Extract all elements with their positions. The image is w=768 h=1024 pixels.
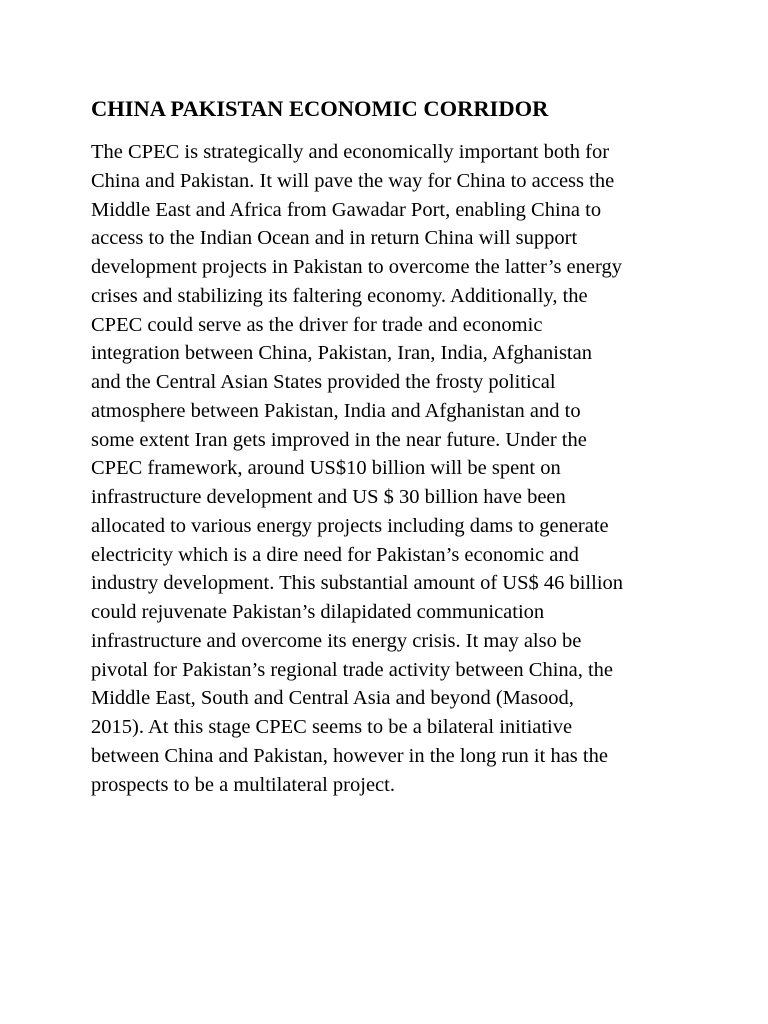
paragraph-line: allocated to various energy projects including dams to generate	[91, 514, 609, 537]
paragraph-line: The CPEC is strategically and economically important both for	[91, 141, 610, 163]
paragraph-line: infrastructure development and US $ 30 billion have been	[91, 486, 566, 508]
paragraph-line: prospects to be a multilateral project.	[91, 773, 395, 796]
paragraph-line: between China and Pakistan, however in the long run it has the	[91, 744, 608, 767]
paragraph-line: 2015). At this stage CPEC seems to be a bilateral initiative	[91, 716, 573, 738]
paragraph-line: electricity which is a dire need for Pakistan’s economic and	[91, 543, 579, 566]
paragraph-line: CPEC could serve as the driver for trade and economic	[91, 313, 543, 336]
paragraph-line: access to the Indian Ocean and in return China will support	[91, 227, 578, 250]
paragraph-line: Middle East and Africa from Gawadar Port, enabling China to	[91, 198, 602, 221]
paragraph-line: integration between China, Pakistan, Iran, India, Afghanistan	[91, 342, 592, 365]
paragraph-line: development projects in Pakistan to overcome the latter’s energy	[91, 256, 622, 278]
document-title: CHINA PAKISTAN ECONOMIC CORRIDOR	[91, 96, 549, 121]
paragraph-line: crises and stabilizing its faltering economy. Additionally, the	[91, 284, 588, 307]
paragraph-line: Middle East, South and Central Asia and beyond (Masood,	[91, 687, 574, 710]
paragraph-line: infrastructure and overcome its energy crisis. It may also be	[91, 629, 582, 652]
paragraph-line: could rejuvenate Pakistan’s dilapidated communication	[91, 601, 545, 623]
paragraph-line: CPEC framework, around US$10 billion will be spent on	[91, 457, 561, 480]
paragraph-line: some extent Iran gets improved in the near future. Under the	[91, 428, 587, 451]
paragraph-line: atmosphere between Pakistan, India and Afghanistan and to	[91, 399, 581, 422]
paragraph-line: and the Central Asian States provided the frosty political	[91, 371, 556, 393]
paragraph-line: industry development. This substantial amount of US$ 46 billion	[91, 572, 624, 595]
paragraph-line: China and Pakistan. It will pave the way for China to access the	[91, 169, 615, 192]
paragraph-line: pivotal for Pakistan’s regional trade activity between China, the	[91, 658, 614, 681]
body-paragraph	[91, 138, 701, 799]
